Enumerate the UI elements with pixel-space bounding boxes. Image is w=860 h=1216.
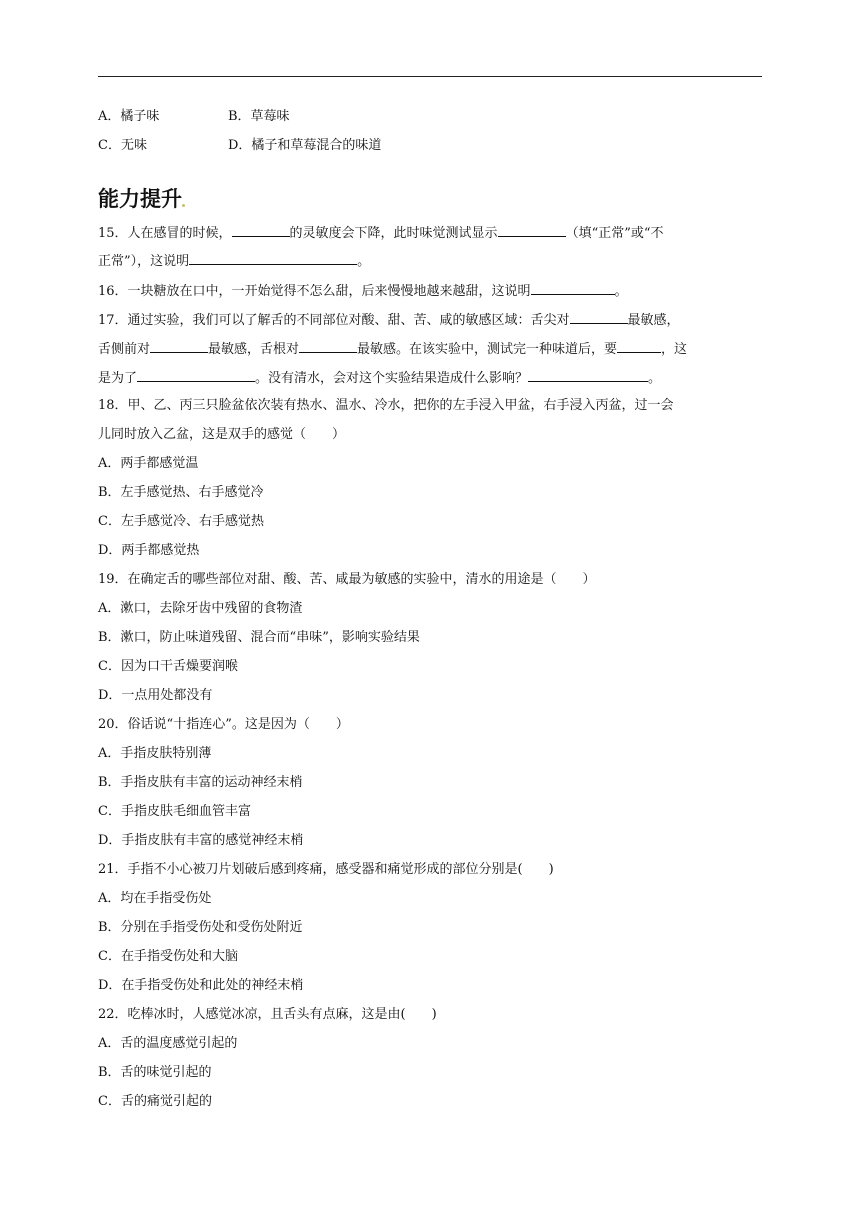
q17-blank-4[interactable]	[617, 341, 661, 353]
q14-option-b: B．草莓味	[228, 109, 290, 124]
q17-text-4: 最敏感，舌根对	[208, 342, 300, 357]
q17-blank-6[interactable]	[528, 370, 648, 382]
q17-blank-2[interactable]	[150, 341, 208, 353]
q21-stem: 21．手指不小心被刀片划破后感到疼痛，感受器和痛觉形成的部位分别是( )	[98, 862, 554, 877]
q21-option-c: C．在手指受伤处和大脑	[98, 949, 238, 964]
q15-text-2: 的灵敏度会下降，此时味觉测试显示	[289, 226, 498, 241]
q15-text-1: 15．人在感冒的时候，	[98, 226, 232, 241]
q15-blank-1[interactable]	[232, 225, 290, 237]
q20-option-b: B．手指皮肤有丰富的运动神经末梢	[98, 775, 303, 790]
q18-option-a: A．两手都感觉温	[98, 456, 199, 471]
q17-blank-3[interactable]	[299, 341, 357, 353]
q18-stem-line1: 18．甲、乙、丙三只脸盆依次装有热水、温水、冷水，把你的左手浸入甲盆，右手浸入丙盆，过一会	[98, 398, 674, 413]
q19-stem: 19．在确定舌的哪些部位对甜、酸、苦、咸最为敏感的实验中，清水的用途是（ ）	[98, 572, 596, 587]
q22-option-a: A．舌的温度感觉引起的	[98, 1036, 238, 1051]
mark-dot	[182, 204, 185, 207]
q17-line2	[98, 341, 687, 357]
q17-blank-5[interactable]	[137, 370, 255, 382]
q15-blank-2[interactable]	[498, 225, 566, 237]
q17-text-9: 。	[648, 371, 662, 386]
q18-option-c: C．左手感觉冷、右手感觉热	[98, 514, 264, 529]
q20-option-d: D．手指皮肤有丰富的感觉神经末梢	[98, 833, 304, 848]
q17-text-1: 17．通过实验，我们可以了解舌的不同部位对酸、甜、苦、咸的敏感区域：舌尖对	[98, 313, 570, 328]
q14-option-d: D．橘子和草莓混合的味道	[228, 138, 382, 153]
q15-text-3: （填“正常”或“不	[565, 226, 664, 241]
q14-option-c: C．无味	[98, 138, 147, 153]
q20-option-c: C．手指皮肤毛细血管丰富	[98, 804, 251, 819]
q22-stem: 22．吃棒冰时，人感觉冰凉，且舌头有点麻，这是由( )	[98, 1007, 437, 1022]
q14-option-a: A．橘子味	[98, 109, 160, 124]
q16-text-1: 16．一块糖放在口中，一开始觉得不怎么甜，后来慢慢地越来越甜，这说明	[98, 284, 531, 299]
q15-line1	[98, 225, 664, 241]
q19-option-d: D．一点用处都没有	[98, 688, 213, 703]
q16-line	[98, 283, 628, 299]
q17-text-2: 最敏感，	[627, 313, 680, 328]
q17-text-5: 最敏感。在该实验中，测试完一种味道后，要	[357, 342, 618, 357]
q17-line3	[98, 370, 661, 386]
q15-blank-3[interactable]	[189, 253, 357, 265]
q18-option-d: D．两手都感觉热	[98, 543, 200, 558]
q18-stem-line2: 儿同时放入乙盆，这是双手的感觉（ ）	[98, 427, 346, 442]
q15-text-4: 正常”），这说明	[98, 254, 190, 269]
q17-text-8: 。没有清水，会对这个实验结果造成什么影响？	[255, 371, 529, 386]
q15-line2	[98, 253, 370, 269]
q17-text-3: 舌侧前对	[98, 342, 151, 357]
q17-text-7: 是为了	[98, 371, 138, 386]
q22-option-b: B．舌的味觉引起的	[98, 1065, 212, 1080]
q17-line1	[98, 312, 680, 328]
q21-option-a: A．均在手指受伤处	[98, 891, 212, 906]
q18-option-b: B．左手感觉热、右手感觉冷	[98, 485, 264, 500]
q16-text-2: 。	[614, 284, 628, 299]
q16-blank[interactable]	[531, 283, 615, 295]
q17-text-6: ，这	[661, 342, 688, 357]
q17-blank-1[interactable]	[570, 312, 628, 324]
q22-option-c: C．舌的痛觉引起的	[98, 1094, 212, 1109]
q20-stem: 20．俗话说“十指连心”。这是因为（ ）	[98, 717, 349, 732]
q21-option-d: D．在手指受伤处和此处的神经末梢	[98, 978, 304, 993]
q19-option-a: A．漱口，去除牙齿中残留的食物渣	[98, 601, 303, 616]
header-rule	[98, 76, 762, 77]
q15-text-5: 。	[357, 254, 371, 269]
section-title: 能力提升	[98, 187, 185, 211]
q19-option-c: C．因为口干舌燥要润喉	[98, 659, 238, 674]
q20-option-a: A．手指皮肤特别薄	[98, 746, 212, 761]
q19-option-b: B．漱口，防止味道残留、混合而“串味”，影响实验结果	[98, 630, 420, 645]
q21-option-b: B．分别在手指受伤处和受伤处附近	[98, 920, 303, 935]
